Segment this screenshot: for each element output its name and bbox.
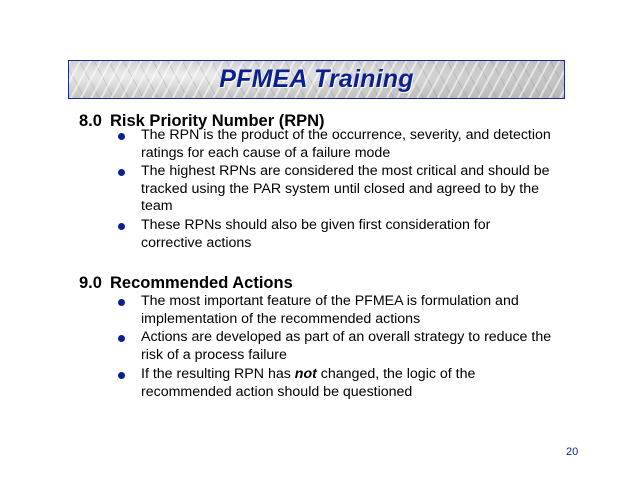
bullet-dot-icon: [118, 169, 125, 176]
bullet-dot-icon: [118, 372, 125, 379]
bullet-dot-icon: [118, 223, 125, 230]
section-title: Risk Priority Number (RPN): [110, 112, 325, 130]
bullet-dot-icon: [118, 335, 125, 342]
bullet-line: corrective actions: [141, 234, 252, 251]
bullet-line: ratings for each cause of a failure mode: [141, 144, 391, 161]
page-number: 20: [566, 446, 579, 458]
section-heading-actions: [79, 274, 293, 293]
bullet-line: tracked using the PAR system until closed and agreed to by the: [141, 180, 539, 197]
bullet-line: team: [141, 198, 173, 214]
section-title: Recommended Actions: [110, 274, 293, 292]
bullet-text: changed, the logic of the: [316, 366, 476, 382]
bullet-line: The most important feature of the PFMEA is formulation and: [141, 293, 519, 309]
bullet-line: Actions are developed as part of an overall strategy to reduce the: [141, 329, 552, 345]
bullet-line: implementation of the recommended actions: [141, 310, 421, 327]
bullet-line: risk of a process failure: [141, 346, 287, 363]
section-number: 9.0: [79, 274, 102, 292]
bullet-dot-icon: [118, 299, 125, 306]
bullet-line: recommended action should be questioned: [141, 383, 413, 400]
bullet-text: If the resulting RPN has: [141, 366, 295, 382]
bullet-line: The RPN is the product of the occurrence, severity, and detection: [141, 127, 551, 143]
bullet-line: These RPNs should also be given first consideration for: [141, 217, 491, 233]
emphasis-text: not: [294, 366, 317, 382]
bullet-dot-icon: [118, 133, 125, 140]
bullet-line: The highest RPNs are considered the most critical and should be: [141, 163, 550, 179]
title-banner: [68, 60, 565, 99]
section-number: 8.0: [79, 112, 102, 130]
bullet-line: [141, 366, 581, 384]
slide-title: PFMEA Training: [219, 65, 414, 93]
